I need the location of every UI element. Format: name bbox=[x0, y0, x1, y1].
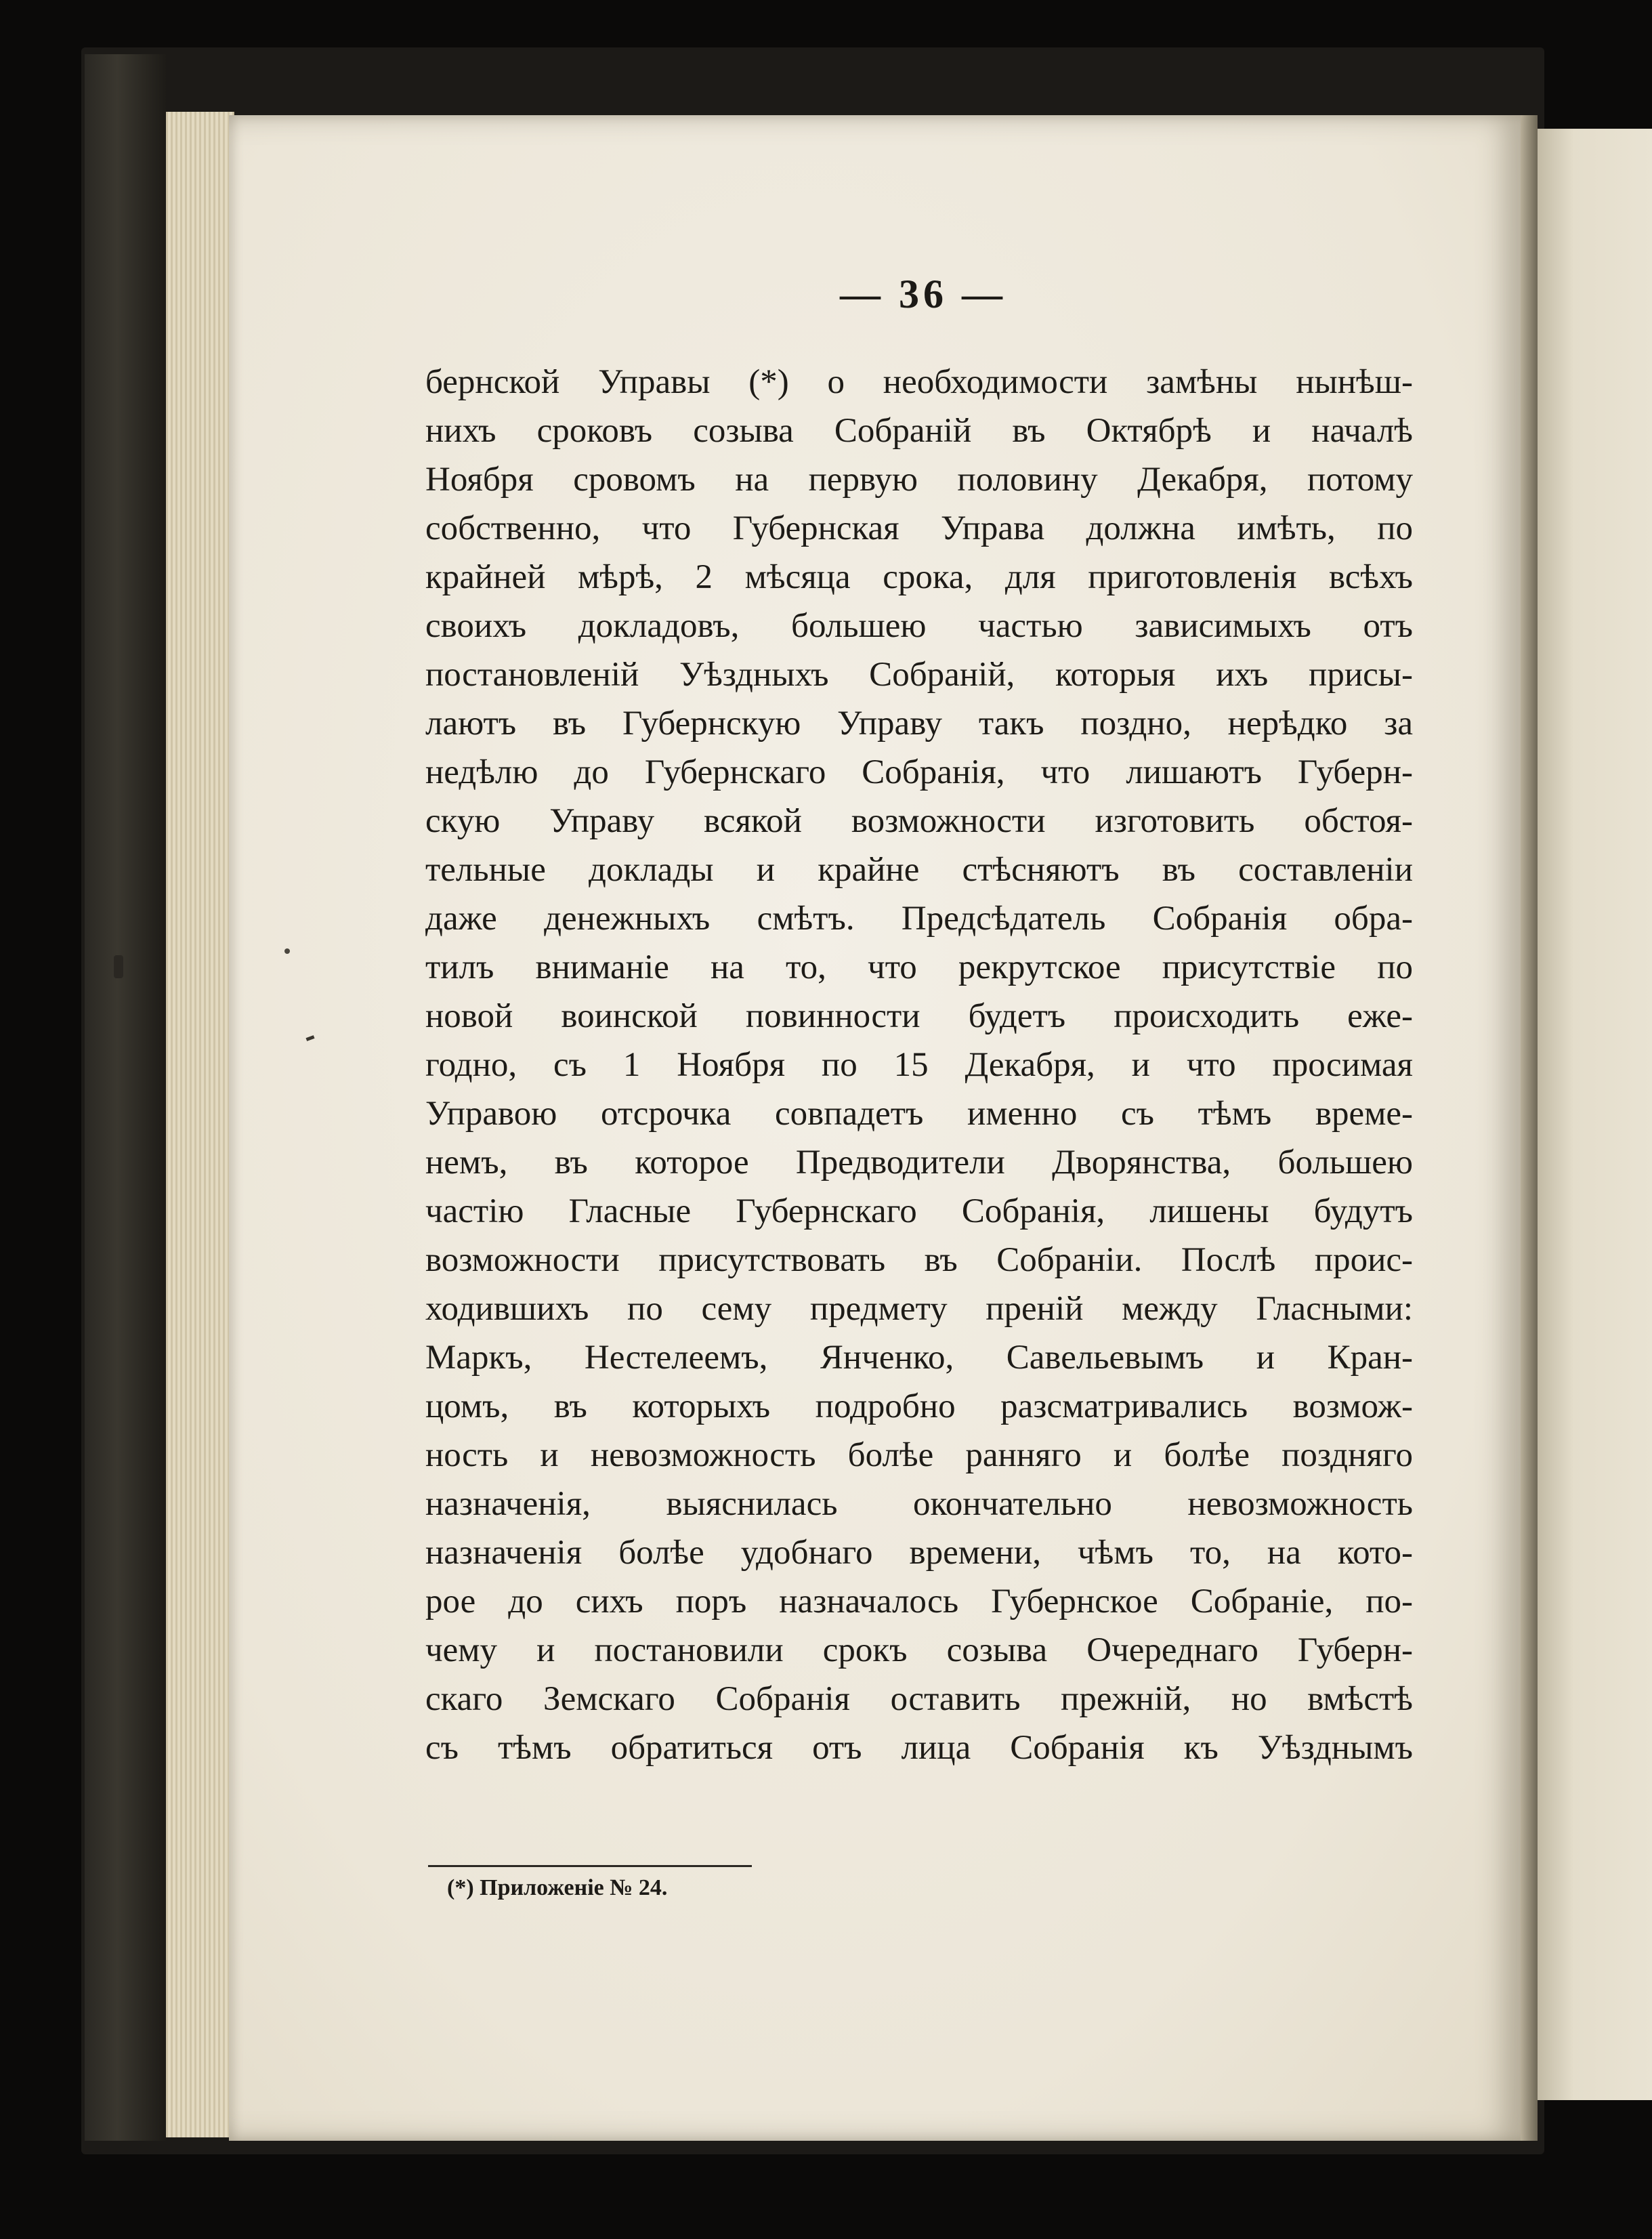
body-text bbox=[425, 358, 1413, 1772]
text-line bbox=[425, 602, 1413, 650]
text-line-content: ность и невозможность болѣе ранняго и болѣе поздняго bbox=[425, 1436, 1413, 1474]
text-line bbox=[425, 553, 1413, 602]
cover-mark bbox=[114, 955, 123, 978]
text-line-content: ходившихъ по сему предмету преній между Гласными: bbox=[425, 1290, 1413, 1328]
text-line bbox=[425, 1480, 1413, 1528]
text-line-content: назначенія, выяснилась окончательно невозможность bbox=[425, 1485, 1413, 1523]
text-line-content: своихъ докладовъ, большею частью зависимыхъ отъ bbox=[425, 607, 1413, 645]
text-line bbox=[425, 845, 1413, 894]
text-line bbox=[425, 650, 1413, 699]
text-line bbox=[425, 797, 1413, 845]
page-number: — 36 — bbox=[840, 272, 1007, 316]
text-line-content: собственно, что Губернская Управа должна имѣть, по bbox=[425, 509, 1413, 547]
text-line-content: Маркъ, Нестелеемъ, Янченко, Савельевымъ и Кран- bbox=[425, 1339, 1413, 1377]
text-line-content: постановленій Уѣздныхъ Собраній, которыя ихъ присы- bbox=[425, 656, 1413, 694]
text-line-content: скую Управу всякой возможности изготовить обстоя- bbox=[425, 802, 1413, 840]
text-line-content: съ тѣмъ обратиться отъ лица Собранія къ Уѣзднымъ bbox=[425, 1729, 1413, 1767]
text-line-content: недѣлю до Губернскаго Собранія, что лишаютъ Губерн- bbox=[425, 753, 1413, 791]
text-line-content: цомъ, въ которыхъ подробно разсматривались возмож- bbox=[425, 1387, 1413, 1425]
text-line bbox=[425, 943, 1413, 992]
text-line bbox=[425, 1431, 1413, 1480]
text-line-content: тилъ вниманіе на то, что рекрутское присутствіе по bbox=[425, 948, 1413, 986]
text-line bbox=[425, 455, 1413, 504]
page-speck bbox=[284, 948, 290, 954]
text-line-content: немъ, въ которое Предводители Дворянства, большею bbox=[425, 1144, 1413, 1181]
text-line-content: нихъ сроковъ созыва Собраній въ Октябрѣ и началѣ bbox=[425, 412, 1413, 450]
text-line bbox=[425, 1675, 1413, 1723]
text-line bbox=[425, 1041, 1413, 1089]
text-line bbox=[425, 992, 1413, 1041]
text-line-content: скаго Земскаго Собранія оставить прежній, но вмѣстѣ bbox=[425, 1680, 1413, 1718]
text-line bbox=[425, 1577, 1413, 1626]
text-line-content: возможности присутствовать въ Собраніи. Послѣ проис- bbox=[425, 1241, 1413, 1279]
page-edges bbox=[166, 112, 234, 2137]
text-line-content: назначенія болѣе удобнаго времени, чѣмъ то, на кото- bbox=[425, 1534, 1413, 1572]
facing-page bbox=[1532, 129, 1652, 2100]
text-line-content: новой воинской повинности будетъ происходить еже- bbox=[425, 997, 1413, 1035]
text-line bbox=[425, 748, 1413, 797]
text-line bbox=[425, 1626, 1413, 1675]
text-line-content: Ноября сровомъ на первую половину Декабря, потому bbox=[425, 461, 1413, 499]
text-line bbox=[425, 1138, 1413, 1187]
text-line-content: годно, съ 1 Ноября по 15 Декабря, и что просимая bbox=[425, 1046, 1413, 1084]
text-line-content: рое до сихъ поръ назначалось Губернское Собраніе, по- bbox=[425, 1583, 1413, 1620]
text-line bbox=[425, 1333, 1413, 1382]
footnote: (*) Приложеніе № 24. bbox=[447, 1875, 668, 1900]
book-spine bbox=[85, 54, 166, 2141]
page-gutter bbox=[1521, 115, 1538, 2141]
text-line bbox=[425, 894, 1413, 943]
text-line bbox=[425, 1382, 1413, 1431]
text-line-content: даже денежныхъ смѣтъ. Предсѣдатель Собранія обра- bbox=[425, 900, 1413, 938]
text-line-content: частію Гласные Губернскаго Собранія, лишены будутъ bbox=[425, 1192, 1413, 1230]
text-line-content: крайней мѣрѣ, 2 мѣсяца срока, для приготовленія всѣхъ bbox=[425, 558, 1413, 596]
text-line bbox=[425, 1089, 1413, 1138]
text-line-content: тельные доклады и крайне стѣсняютъ въ составленіи bbox=[425, 851, 1413, 889]
footnote-divider bbox=[428, 1865, 752, 1867]
text-line-content: бернской Управы (*) о необходимости замѣны нынѣш- bbox=[425, 363, 1413, 401]
text-line bbox=[425, 1284, 1413, 1333]
text-line-content: чему и постановили срокъ созыва Очереднаго Губерн- bbox=[425, 1631, 1413, 1669]
text-line bbox=[425, 1723, 1413, 1772]
text-line bbox=[425, 1236, 1413, 1284]
text-line-content: Управою отсрочка совпадетъ именно съ тѣмъ време- bbox=[425, 1095, 1413, 1133]
text-line bbox=[425, 358, 1413, 406]
text-line bbox=[425, 504, 1413, 553]
text-line bbox=[425, 406, 1413, 455]
text-line bbox=[425, 1187, 1413, 1236]
text-line bbox=[425, 1528, 1413, 1577]
text-line-content: лаютъ въ Губернскую Управу такъ поздно, нерѣдко за bbox=[425, 705, 1413, 742]
text-line bbox=[425, 699, 1413, 748]
